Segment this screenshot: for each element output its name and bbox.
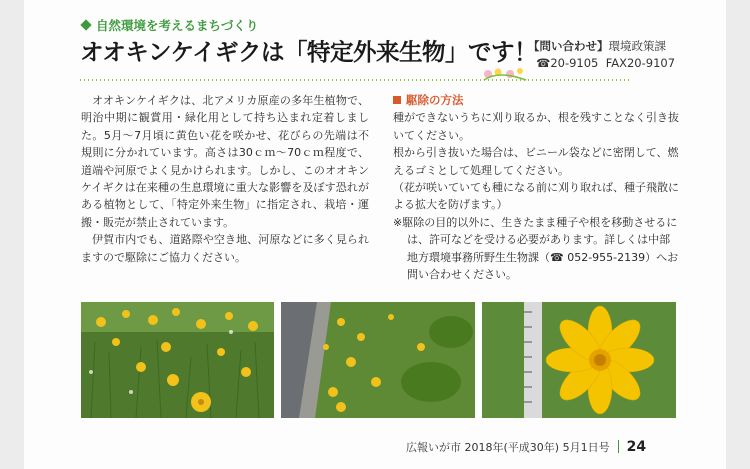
removal-method-section [393,92,679,283]
category-label [82,16,258,34]
square-bullet-icon [393,96,401,104]
diamond-icon [80,19,91,30]
contact-tel: ☎20-9105 [536,56,599,70]
page-number: 24 [626,439,647,455]
photo-roadside [281,302,475,418]
right-margin [726,0,750,469]
category-text: 自然環境を考えるまちづくり [96,18,259,33]
method-note: ※駆除の目的以外に、生きたまま種子や根を移動させるには、許可などを受ける必要があります。詳しくは中部地方環境事務所野生生物課（☎ 052-955-2139）へお問い合わせください。 [393,215,679,282]
contact-info [528,38,675,72]
article-title: オオキンケイギクは「特定外来生物」です！ [80,38,537,66]
footer-divider [618,440,619,453]
title-underline-decoration [80,68,630,84]
method-paragraph-1: 種ができないうちに刈り取るか、根を残すことなく引き抜いてください。 [393,111,679,142]
paragraph-request: 伊賀市内でも、道路際や空き地、河原などに多く見られますので駆除にご協力ください。 [81,233,369,264]
contact-fax: FAX20-9107 [605,56,676,70]
paragraph-intro: オオキンケイギクは、北アメリカ原産の多年生植物で、明治中期に観賞用・緑化用として持ち込まれ定着しました。5月～7月頃に黄色い花を咲かせ、花びらの先端は不規則に分かれています。高さは30ｃｍ～70ｃｍ程度で、道端や河原でよく見かけられます。しかし、このオオキンケイギクは在来種の生息環境に重大な影響を及ぼす恐れがある植物として、「特定外来生物」に指定され、栽培・運搬・販売が禁止されています。 [81,94,369,229]
section-title: 駆除の方法 [393,92,679,109]
flower-decoration-icon [484,68,526,80]
method-paragraph-3: （花が咲いていても種になる前に刈り取れば、種子飛散による拡大を防げます。） [393,181,679,212]
left-margin [0,0,24,469]
method-paragraph-2: 根から引き抜いた場合は、ビニール袋などに密閉して、燃えるゴミとして処理してください。 [393,146,679,177]
publication-info: 広報いが市 2018年(平成30年) 5月1日号 [406,441,610,454]
contact-dept: 環境政策課 [608,39,666,53]
photo-flower-field [81,302,274,418]
article-body-left [81,92,369,266]
contact-label: 【問い合わせ】 [528,39,609,53]
page-footer [406,438,646,455]
photo-flower-closeup [482,302,676,418]
